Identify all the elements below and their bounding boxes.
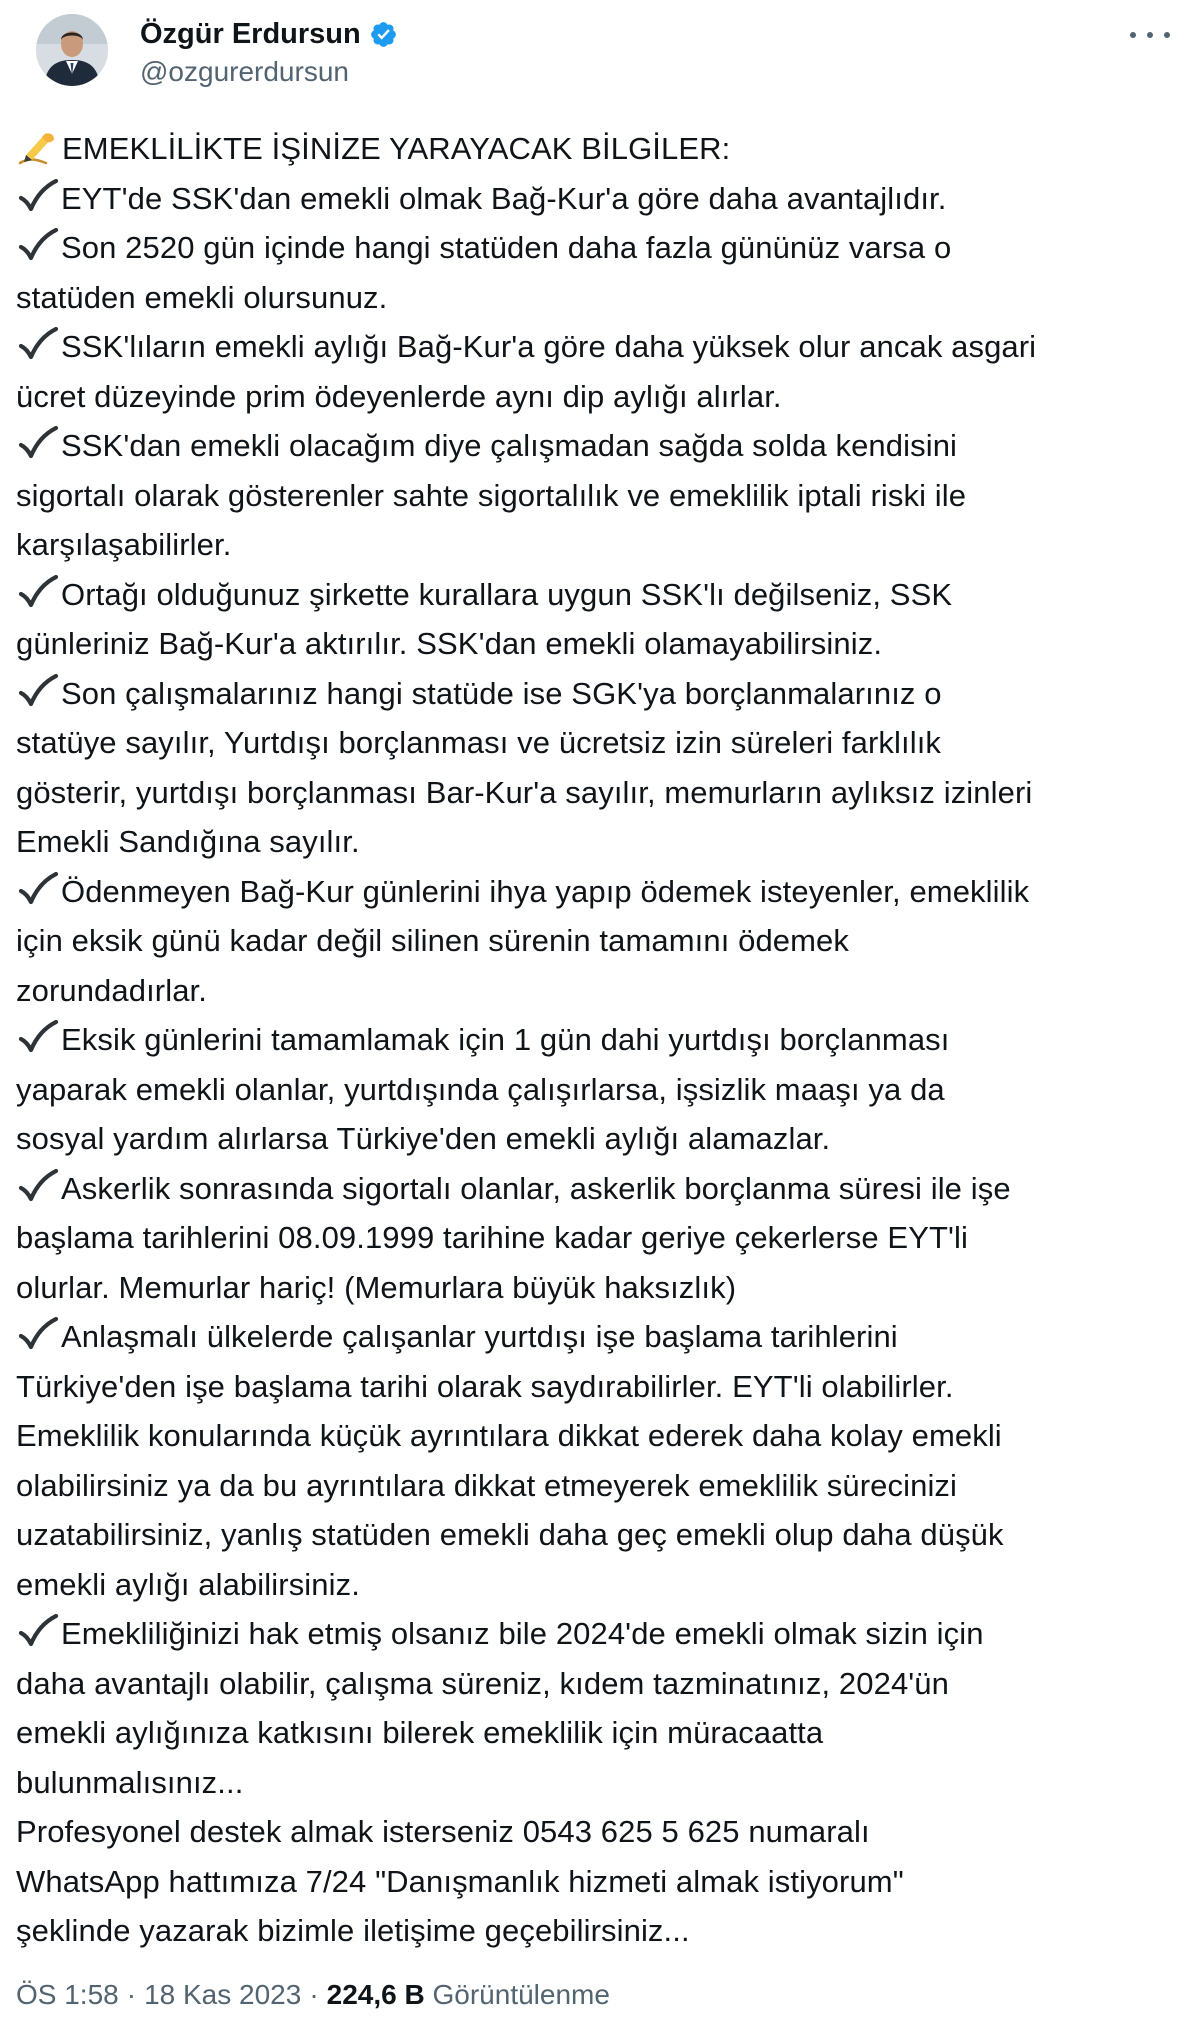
author-info bbox=[140, 16, 398, 88]
check-mark-icon bbox=[16, 674, 60, 710]
tweet-line-text: Anlaşmalı ülkelerde çalışanlar yurtdışı işe başlama tarihlerini bbox=[61, 1319, 898, 1354]
tweet-line-text: Emeklilik konularında küçük ayrıntılara dikkat ederek daha kolay emekli bbox=[16, 1418, 1002, 1453]
tweet-line-text: Emekliliğinizi hak etmiş olsanız bile 2024'de emekli olmak sizin için bbox=[61, 1616, 984, 1651]
check-mark-icon bbox=[16, 575, 60, 611]
tweet-line-text: emekli aylığınıza katkısını bilerek emeklilik için müracaatta bbox=[16, 1715, 824, 1750]
tweet-line-text: gösterir, yurtdışı borçlanması Bar-Kur'a sayılır, memurların aylıksız izinleri bbox=[16, 774, 1033, 810]
tweet-line-text: bulunmalısınız... bbox=[16, 1764, 244, 1800]
separator: · bbox=[126, 1979, 137, 2010]
tweet-line bbox=[16, 867, 1184, 917]
tweet-line bbox=[16, 223, 1184, 273]
tweet-line-text: Türkiye'den işe başlama tarihi olarak saydırabilirler. EYT'li olabilirler. bbox=[16, 1368, 954, 1404]
tweet-line-text: günleriniz Bağ-Kur'a aktırılır. SSK'dan emekli olamayabilirsiniz. bbox=[16, 626, 883, 661]
more-options-icon[interactable] bbox=[1130, 20, 1170, 50]
views-label: Görüntülenme bbox=[432, 1979, 610, 2010]
tweet-line bbox=[16, 1807, 1184, 1857]
tweet-line-text: zorundadırlar. bbox=[16, 972, 207, 1008]
tweet-line bbox=[16, 1609, 1184, 1659]
tweet-line bbox=[16, 520, 1184, 570]
tweet-line-text: Ortağı olduğunuz şirkette kurallara uygun SSK'lı değilseniz, SSK bbox=[61, 576, 953, 612]
tweet-line-text: statüden emekli olursunuz. bbox=[16, 279, 388, 315]
tweet-line-text: olurlar. Memurlar hariç! (Memurlara büyük haksızlık) bbox=[16, 1269, 737, 1305]
tweet-line bbox=[16, 966, 1184, 1016]
tweet-line bbox=[16, 1213, 1184, 1263]
tweet-line bbox=[16, 1461, 1184, 1511]
tweet-header bbox=[16, 0, 1184, 112]
separator: · bbox=[309, 1979, 319, 2010]
tweet-line-text: sigortalı olarak gösterenler sahte sigortalılık ve emeklilik iptali riski ile bbox=[16, 477, 967, 513]
check-mark-icon bbox=[16, 1317, 60, 1353]
tweet-meta bbox=[16, 1974, 610, 2016]
tweet-line-text: WhatsApp hattımıza 7/24 "Danışmanlık hizmeti almak istiyorum" bbox=[16, 1863, 904, 1899]
tweet-line-text: uzatabilirsiniz, yanlış statüden emekli daha geç emekli olup daha düşük bbox=[16, 1517, 1004, 1552]
tweet-line-text: sosyal yardım alırlarsa Türkiye'den emekli aylığı alamazlar. bbox=[16, 1121, 831, 1156]
tweet-date[interactable]: 18 Kas 2023 bbox=[144, 1979, 302, 2010]
check-mark-icon bbox=[16, 1020, 60, 1056]
tweet-line bbox=[16, 1857, 1184, 1907]
check-mark-icon bbox=[16, 327, 60, 363]
avatar-image bbox=[36, 14, 108, 86]
writing-hand-icon bbox=[16, 127, 60, 167]
tweet-line bbox=[16, 619, 1184, 669]
tweet-line bbox=[16, 322, 1184, 372]
tweet-line bbox=[16, 570, 1184, 620]
tweet-line bbox=[16, 1411, 1184, 1461]
tweet-line-text: EYT'de SSK'dan emekli olmak Bağ-Kur'a göre daha avantajlıdır. bbox=[61, 180, 947, 216]
tweet-line-text: ücret düzeyinde prim ödeyenlerde aynı dip aylığı alırlar. bbox=[16, 378, 782, 414]
tweet-line bbox=[16, 1708, 1184, 1758]
tweet-line bbox=[16, 1659, 1184, 1709]
views-count: 224,6 B bbox=[326, 1979, 425, 2010]
tweet-line bbox=[16, 1758, 1184, 1808]
tweet-line-text: daha avantajlı olabilir, çalışma süreniz, kıdem tazminatınız, 2024'ün bbox=[16, 1665, 949, 1701]
tweet-line-text: yaparak emekli olanlar, yurtdışında çalışırlarsa, işsizlik maaşı ya da bbox=[16, 1071, 945, 1107]
tweet-line bbox=[16, 669, 1184, 719]
tweet-line-text: karşılaşabilirler. bbox=[16, 527, 232, 562]
check-mark-icon bbox=[16, 179, 60, 215]
name-row bbox=[140, 16, 398, 52]
tweet-line bbox=[16, 174, 1184, 224]
tweet-line bbox=[16, 1312, 1184, 1362]
tweet-line bbox=[16, 1164, 1184, 1214]
tweet-line-text: Son çalışmalarınız hangi statüde ise SGK'ya borçlanmalarınız o bbox=[61, 675, 942, 711]
tweet-line bbox=[16, 1362, 1184, 1412]
tweet-line bbox=[16, 1015, 1184, 1065]
check-mark-icon bbox=[16, 1169, 60, 1205]
tweet-line-text: başlama tarihlerini 08.09.1999 tarihine kadar geriye çekerlerse EYT'li bbox=[16, 1220, 969, 1255]
tweet-line-text: Eksik günlerini tamamlamak için 1 gün dahi yurtdışı borçlanması bbox=[61, 1022, 950, 1057]
tweet-line bbox=[16, 372, 1184, 422]
handle[interactable]: @ozgurerdursun bbox=[140, 56, 349, 87]
check-mark-icon bbox=[16, 426, 60, 462]
tweet-time[interactable]: ÖS 1:58 bbox=[16, 1979, 119, 2010]
avatar[interactable] bbox=[36, 14, 108, 86]
tweet-line-text: Askerlik sonrasında sigortalı olanlar, askerlik borçlanma süresi ile işe bbox=[61, 1170, 1011, 1206]
tweet-line bbox=[16, 1065, 1184, 1115]
tweet-line bbox=[16, 1906, 1184, 1956]
tweet-line bbox=[16, 273, 1184, 323]
tweet-line-text: olabilirsiniz ya da bu ayrıntılara dikkat etmeyerek emeklilik sürecinizi bbox=[16, 1467, 958, 1503]
tweet-line bbox=[16, 916, 1184, 966]
tweet-line-text: statüye sayılır, Yurtdışı borçlanması ve ücretsiz izin süreleri farklılık bbox=[16, 725, 942, 760]
tweet-line-text: SSK'dan emekli olacağım diye çalışmadan sağda solda kendisini bbox=[61, 428, 958, 463]
tweet-line-text: için eksik günü kadar değil silinen sürenin tamamını ödemek bbox=[16, 923, 850, 958]
tweet-line bbox=[16, 768, 1184, 818]
display-name[interactable]: Özgür Erdursun bbox=[140, 17, 361, 50]
tweet-line bbox=[16, 421, 1184, 471]
check-mark-icon bbox=[16, 1614, 60, 1650]
tweet-line bbox=[16, 1114, 1184, 1164]
tweet-line-text: Son 2520 gün içinde hangi statüden daha fazla gününüz varsa o bbox=[61, 230, 952, 265]
tweet-line-text: Profesyonel destek almak isterseniz 0543 625 5 625 numaralı bbox=[16, 1814, 870, 1849]
tweet-line-text: Emekli Sandığına sayılır. bbox=[16, 824, 360, 859]
check-mark-icon bbox=[16, 228, 60, 264]
tweet-line-text: SSK'lıların emekli aylığı Bağ-Kur'a göre daha yüksek olur ancak asgari bbox=[61, 329, 1037, 364]
tweet-line bbox=[16, 1263, 1184, 1313]
verified-badge-icon bbox=[369, 20, 398, 49]
tweet-line bbox=[16, 1560, 1184, 1610]
tweet-line bbox=[16, 471, 1184, 521]
tweet-line-text: EMEKLİLİKTE İŞİNİZE YARAYACAK BİLGİLER: bbox=[62, 131, 731, 166]
tweet-line-text: emekli aylığı alabilirsiniz. bbox=[16, 1566, 360, 1602]
tweet-line-text: Ödenmeyen Bağ-Kur günlerini ihya yapıp ödemek isteyenler, emeklilik bbox=[61, 873, 1030, 909]
tweet-line-text: şeklinde yazarak bizimle iletişime geçebilirsiniz... bbox=[16, 1913, 690, 1948]
check-mark-icon bbox=[16, 872, 60, 908]
tweet-line bbox=[16, 817, 1184, 867]
tweet-line bbox=[16, 1510, 1184, 1560]
tweet-line bbox=[16, 718, 1184, 768]
tweet-line bbox=[16, 124, 1184, 174]
tweet-text bbox=[16, 124, 1184, 1956]
